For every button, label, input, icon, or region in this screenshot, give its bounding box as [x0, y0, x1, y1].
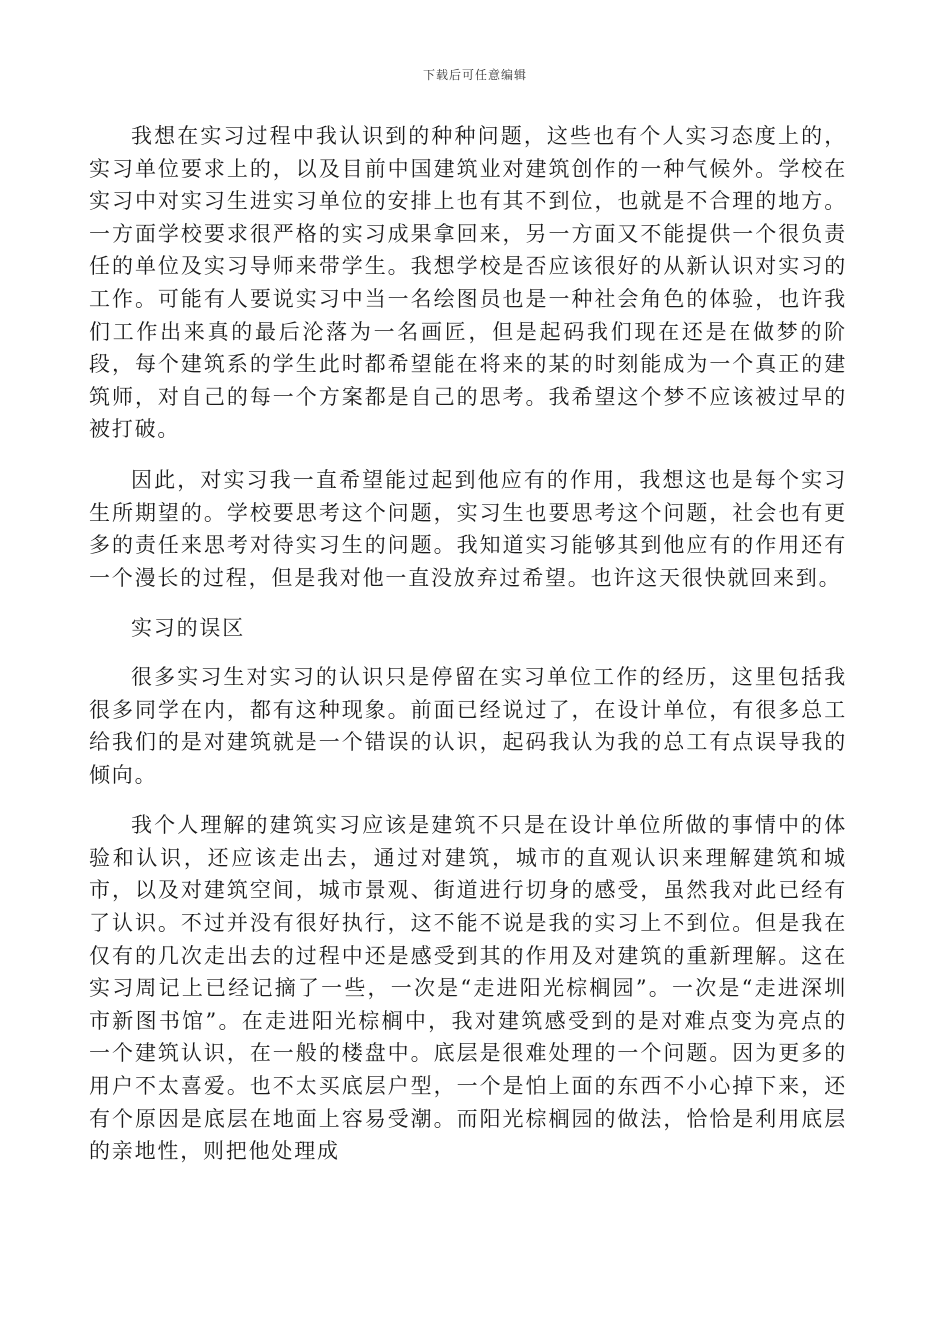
paragraph-personal-understanding: 我个人理解的建筑实习应该是建筑不只是在设计单位所做的事情中的体验和认识，还应该走出去，通过对建筑，城市的直观认识来理解建筑和城市，以及对建筑空间，城市景观、街道进行切身的感受，虽然我对此已经有了认识。不过并没有很好执行，这不能不说是我的实习上不到位。但是我在仅有的几次走出去的过程中还是感受到其的作用及对建筑的重新理解。这在实习周记上已经记摘了一些，一次是“走进阳光棕榈园”。一次是“走进深圳市新图书馆”。在走进阳光棕榈中，我对建筑感受到的是对难点变为亮点的一个建筑认识，在一般的楼盘中。底层是很难处理的一个问题。因为更多的用户不太喜爱。也不太买底层户型，一个是怕上面的东西不小心掉下来，还有个原因是底层在地面上容易受潮。而阳光棕榈园的做法，恰恰是利用底层的亲地性，则把他处理成 — [89, 813, 847, 1164]
paragraph-misconceptions: 很多实习生对实习的认识只是停留在实习单位工作的经历，这里包括我很多同学在内，都有这种现象。前面已经说过了，在设计单位，有很多总工给我们的是对建筑就是一个错误的认识，起码我认为我的总工有点误导我的倾向。 — [89, 664, 847, 787]
page-header: 下载后可任意编辑 — [422, 68, 527, 82]
section-heading-misconceptions: 实习的误区 — [131, 616, 245, 641]
document-body — [89, 120, 847, 1186]
paragraph-internship-problems: 我想在实习过程中我认识到的种种问题，这些也有个人实习态度上的，实习单位要求上的，以及目前中国建筑业对建筑创作的一种气候外。学校在实习中对实习生进实习单位的安排上也有其不到位，也就是不合理的地方。一方面学校要求很严格的实习成果拿回来，另一方面又不能提供一个很负责任的单位及实习导师来带学生。我想学校是否应该很好的从新认识对实习的工作。可能有人要说实习中当一名绘图员也是一种社会角色的体验，也许我们工作出来真的最后沦落为一名画匠，但是起码我们现在还是在做梦的阶段，每个建筑系的学生此时都希望能在将来的某的时刻能成为一个真正的建筑师，对自己的每一个方案都是自己的思考。我希望这个梦不应该被过早的被打破。 — [89, 124, 847, 442]
paragraph-expectations: 因此，对实习我一直希望能过起到他应有的作用，我想这也是每个实习生所期望的。学校要思考这个问题，实习生也要思考这个问题，社会也有更多的责任来思考对待实习生的问题。我知道实习能够其到他应有的作用还有一个漫长的过程，但是我对他一直没放弃过希望。也许这天很快就回来到。 — [89, 467, 847, 590]
